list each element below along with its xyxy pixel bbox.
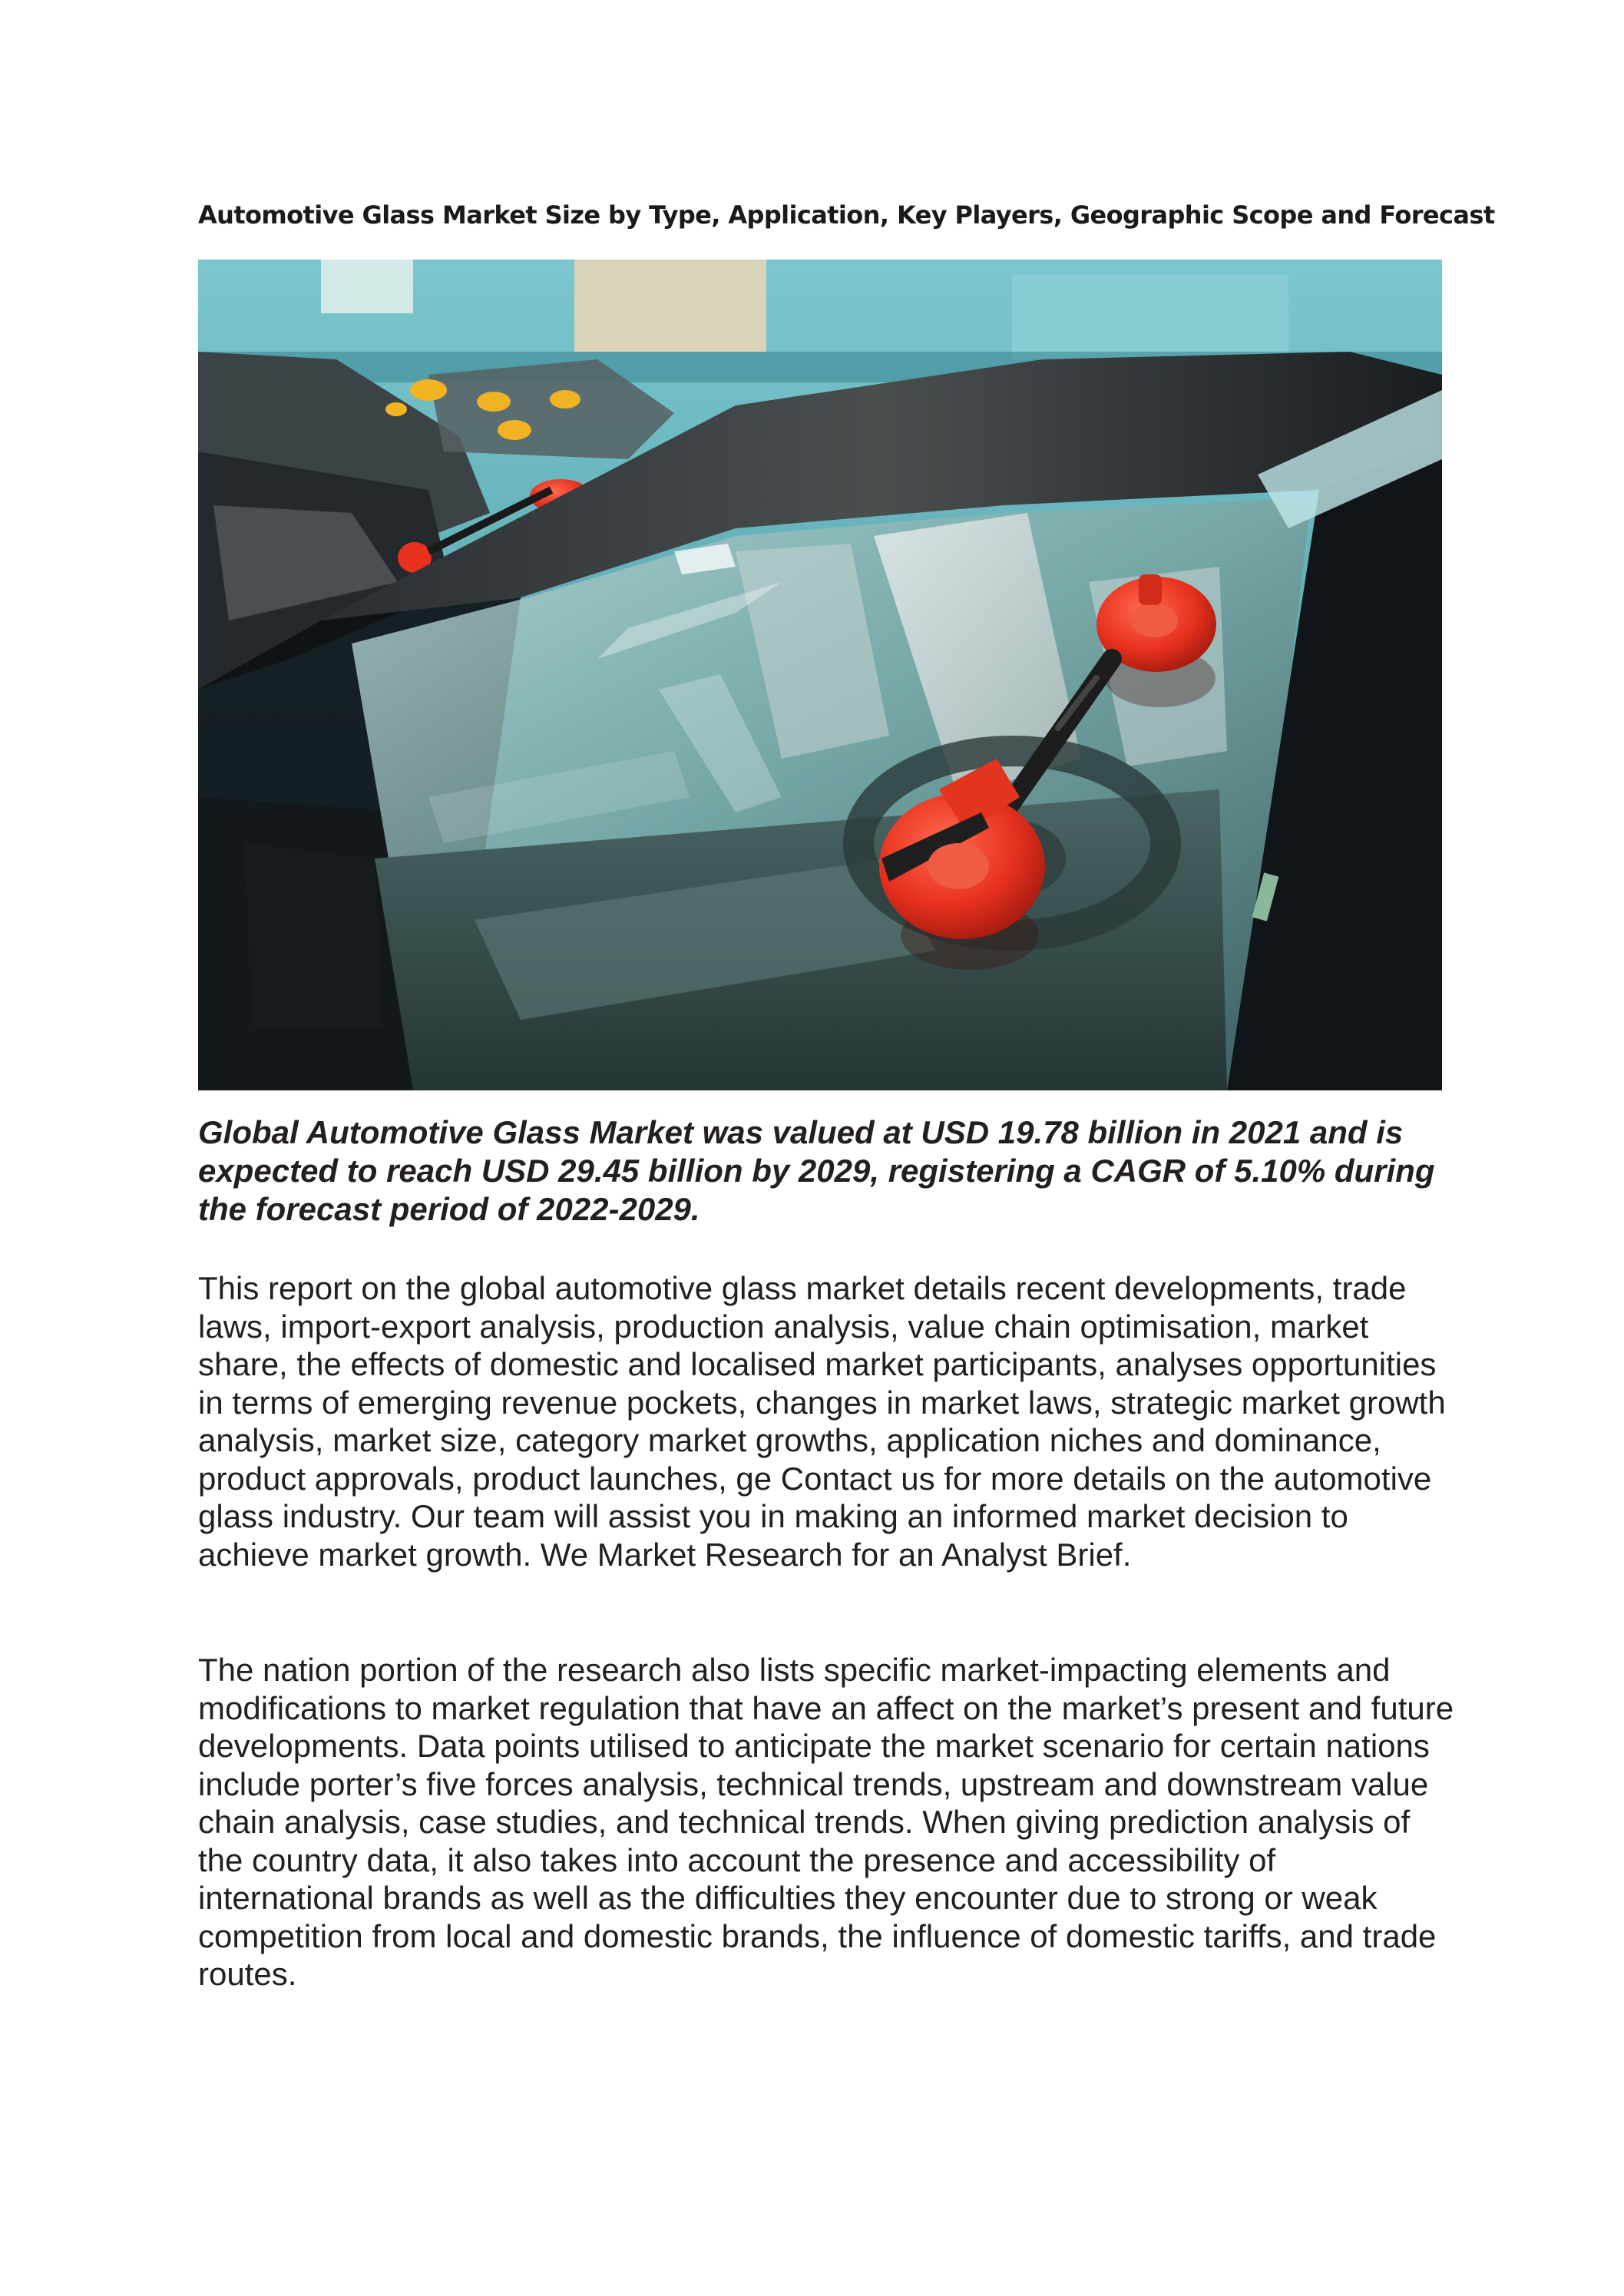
garage-window — [321, 260, 413, 313]
hero-photo-windshield-installation — [198, 260, 1442, 1090]
garage-door — [574, 260, 766, 352]
body-paragraph-2: The nation portion of the research also lists specific market-impacting elements and modifications to market regulation that have an affect on the market’s present and future developments. Data points utilised to anticipate the market scenario for certain nations include porter’s five forces analysis, technical trends, upstream and downstream value chain analysis, case studies, and technical trends. When giving prediction analysis of the country data, it also takes into account the presence and accessibility of international brands as well as the difficulties they encounter due to strong or weak competition from local and domestic brands, the influence of domestic tariffs, and trade routes. — [198, 1652, 1454, 1992]
market-summary-lead: Global Automotive Glass Market was valued at USD 19.78 billion in 2021 and is expected to reach USD 29.45 billion by 2029, registering a CAGR of 5.10% during the forecast period of 2022-2029. — [198, 1114, 1435, 1227]
body-paragraph-1: This report on the global automotive glass market details recent developments, trade laws, import-export analysis, production analysis, value chain optimisation, market share, the effects of domestic and localised market participants, analyses opportunities in terms of emerging revenue pockets, changes in market laws, strategic market growth analysis, market size, category market growths, application niches and dominance, product approvals, product launches, ge Contact us for more details on the automotive glass industry. Our team will assist you in making an informed market decision to achieve market growth. We Market Research for an Analyst Brief. — [198, 1270, 1446, 1573]
document-title: Automotive Glass Market Size by Type, Application, Key Players, Geographic Scope and Forecast — [198, 200, 1495, 230]
